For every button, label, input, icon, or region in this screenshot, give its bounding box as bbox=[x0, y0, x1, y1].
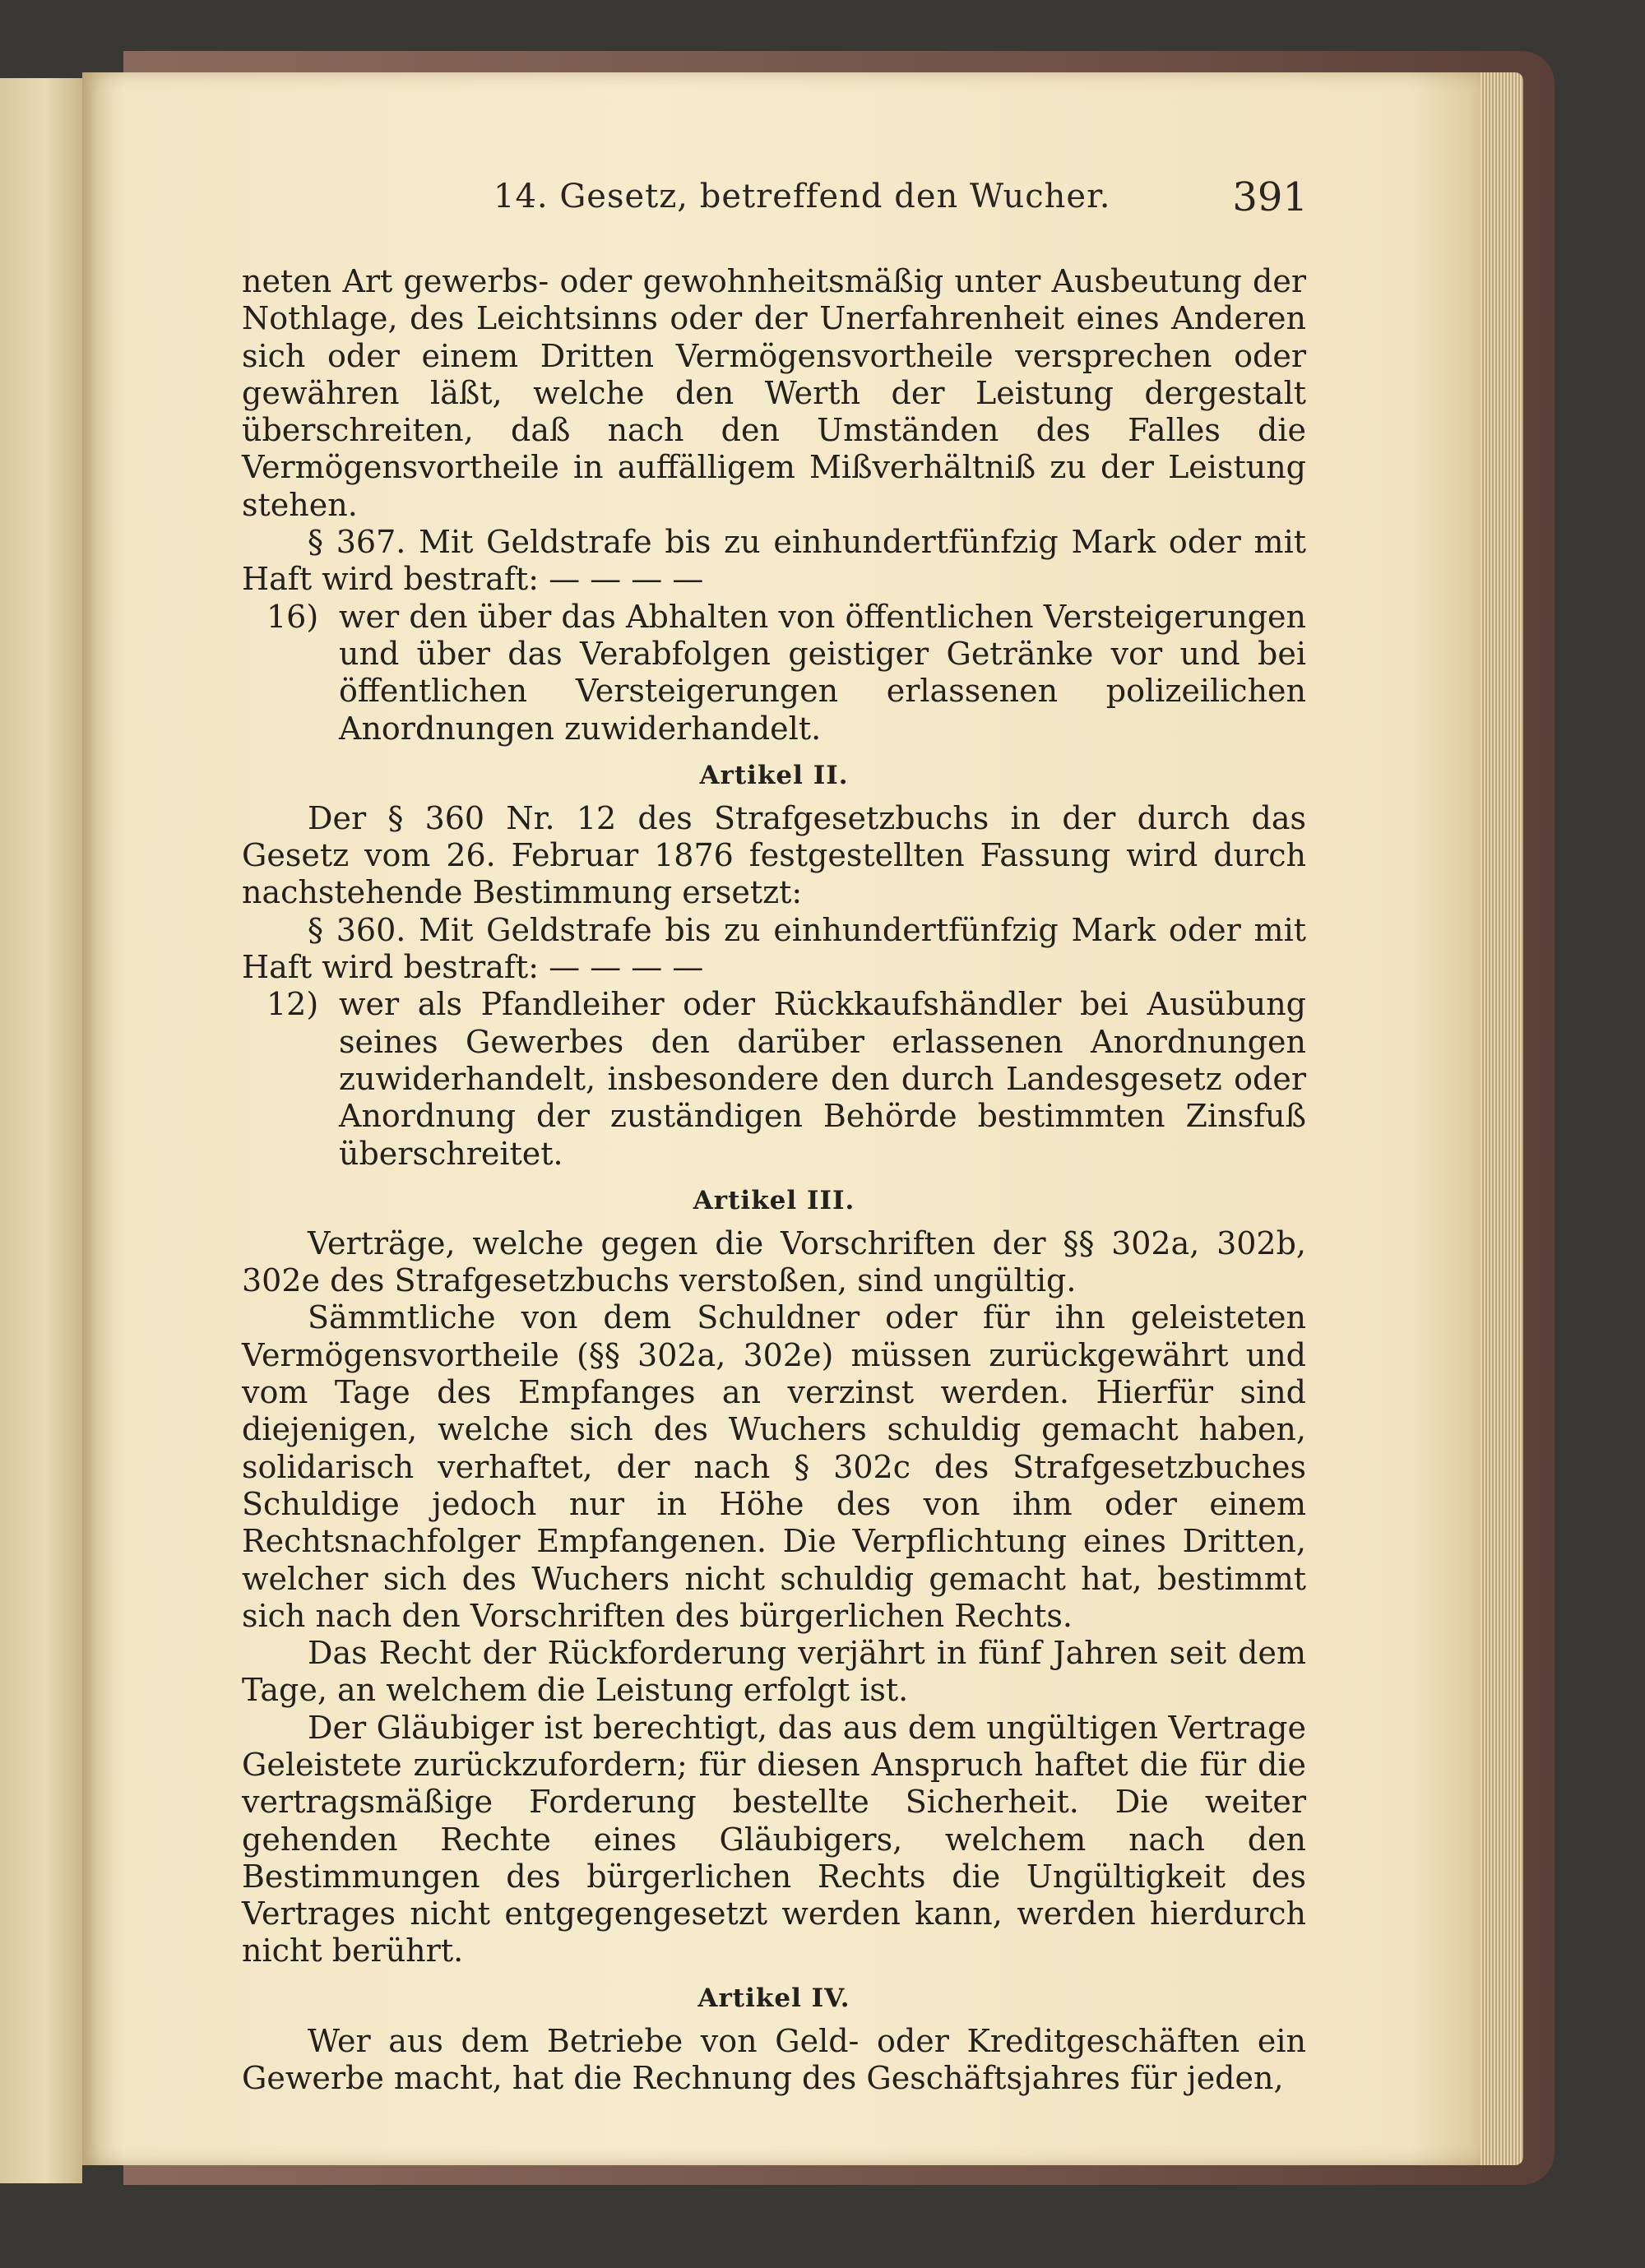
paragraph-art2-intro: Der § 360 Nr. 12 des Strafgesetzbuchs in der durch das Gesetz vom 26. Februar 1876 festgestellten Fassung wird durch nachstehende Bestimmung ersetzt: bbox=[242, 799, 1306, 911]
paragraph-art3-contracts: Verträge, welche gegen die Vorschriften der §§ 302a, 302b, 302e des Strafgesetzbuchs verstoßen, sind ungültig. bbox=[242, 1224, 1306, 1299]
paragraph-section-360: § 360. Mit Geldstrafe bis zu einhundertfünfzig Mark oder mit Haft wird bestraft: — — — — bbox=[242, 911, 1306, 986]
item-number: 16) bbox=[266, 598, 319, 635]
list-item-16 bbox=[242, 599, 1306, 748]
article-4-heading: Artikel IV. bbox=[697, 1983, 850, 2013]
facing-page-edge bbox=[0, 78, 82, 2183]
paragraph-section-367: § 367. Mit Geldstrafe bis zu einhundertfünfzig Mark oder mit Haft wird bestraft: — — — — bbox=[242, 524, 1306, 598]
item-number: 12) bbox=[266, 986, 319, 1023]
running-title: 14. Gesetz, betreffend den Wucher. bbox=[494, 178, 1111, 215]
page-header bbox=[494, 174, 1308, 232]
paragraph-art3-creditor: Der Gläubiger ist berechtigt, das aus dem ungültigen Vertrage Geleistete zurückzufordern; für diesen Anspruch haftet die für die vertragsmäßige Forderung bestellte Sicherheit. Die weiter gehenden Rechte eines Gläubigers, welchem nach den Bestimmungen des bürgerlichen Rechts die Ungültigkeit des Vertrages nicht entgegengesetzt werden kann, werden hierdurch nicht berührt. bbox=[242, 1709, 1306, 1969]
article-2-heading: Artikel II. bbox=[699, 760, 849, 790]
paragraph-art4-business: Wer aus dem Betriebe von Geld- oder Kreditgeschäften ein Gewerbe macht, hat die Rechnung des Geschäftsjahres für jeden, bbox=[242, 2022, 1306, 2097]
item-text: wer als Pfandleiher oder Rückkaufshändler bei Ausübung seines Gewerbes den darüber erlassenen Anordnungen zuwiderhandelt, insbesondere den durch Landesgesetz oder Anordnung der zuständigen Behörde bestimmten Zinsfuß überschreitet. bbox=[339, 986, 1306, 1172]
paragraph-art3-limitation: Das Recht der Rückforderung verjährt in fünf Jahren seit dem Tage, an welchem die Leistung erfolgt ist. bbox=[242, 1635, 1306, 1709]
paragraph-art3-benefits: Sämmtliche von dem Schuldner oder für ihn geleisteten Vermögensvortheile (§§ 302a, 302e) müssen zurückgewährt und vom Tage des Empfanges an verzinst werden. Hierfür sind diejenigen, welche sich des Wuchers schuldig gemacht haben, solidarisch verhaftet, der nach § 302c des Strafgesetzbuches Schuldige jedoch nur in Höhe des von ihm oder einem Rechtsnachfolger Empfangenen. Die Verpflichtung eines Dritten, welcher sich des Wuchers nicht schuldig gemacht hat, bestimmt sich nach den Vorschriften des bürgerlichen Rechts. bbox=[242, 1299, 1306, 1634]
list-item-12 bbox=[242, 986, 1306, 1172]
page-body bbox=[242, 263, 1306, 2097]
item-text: wer den über das Abhalten von öffentlichen Versteigerungen und über das Verabfolgen geistiger Getränke vor und bei öffentlichen Versteigerungen erlassenen polizeilichen Anordnungen zuwiderhandelt. bbox=[339, 598, 1306, 747]
paragraph-continuation: neten Art gewerbs- oder gewohnheitsmäßig unter Ausbeutung der Nothlage, des Leichtsinns oder der Unerfahrenheit eines Anderen sich oder einem Dritten Vermögensvortheile versprechen oder gewähren läßt, welche den Werth der Leistung dergestalt überschreiten, daß nach den Umständen des Falles die Vermögensvortheile in auffälligem Mißverhältniß zu der Leistung stehen. bbox=[242, 263, 1306, 523]
article-3-heading: Artikel III. bbox=[693, 1185, 855, 1215]
page-number: 391 bbox=[1232, 174, 1308, 220]
